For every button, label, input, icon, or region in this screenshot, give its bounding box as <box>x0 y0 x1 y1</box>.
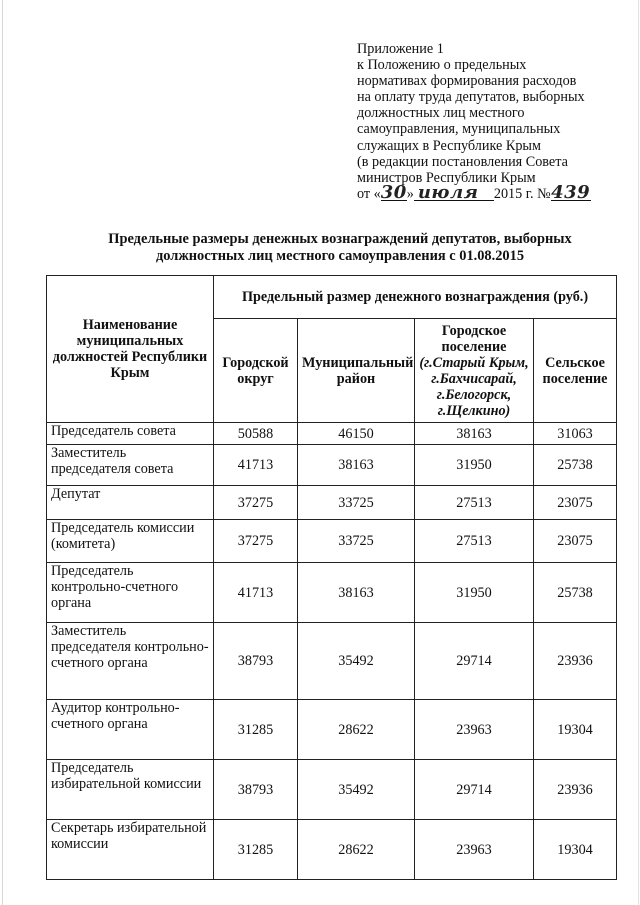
date-year: 2015 г. № <box>493 185 551 202</box>
remuneration-value-cell: 31063 <box>534 423 617 445</box>
appendix-line: нормативах формирования расходов <box>357 73 577 90</box>
remuneration-value-cell: 27513 <box>415 520 534 563</box>
title-line-2: должностных лиц местного самоуправления с 01.08.2015 <box>155 248 525 264</box>
handwritten-month: июля <box>414 186 494 201</box>
remuneration-value-cell: 37275 <box>214 486 298 520</box>
document-title <box>40 231 640 265</box>
remuneration-value-cell: 19304 <box>534 700 617 760</box>
table-row <box>47 760 617 820</box>
remuneration-value-cell: 23075 <box>534 520 617 563</box>
remuneration-value-cell: 50588 <box>214 423 298 445</box>
header-max-remuneration: Предельный размер денежного вознаграждения (руб.) <box>214 276 617 319</box>
remuneration-value-cell: 25738 <box>534 445 617 486</box>
table-row <box>47 445 617 486</box>
table-row <box>47 563 617 623</box>
position-name-cell: Председатель избирательной комиссии <box>47 760 214 820</box>
appendix-line: Приложение 1 <box>357 41 444 57</box>
date-separator: » <box>406 185 414 202</box>
header-position-name: Наименование муниципальных должностей Республики Крым <box>47 276 214 423</box>
header-municipal-district: Муниципальный район <box>298 319 415 423</box>
position-name-cell: Аудитор контрольно-счетного органа <box>47 700 214 760</box>
appendix-line: служащих в Республике Крым <box>357 137 541 154</box>
appendix-line: должностных лиц местного <box>357 105 525 122</box>
urban-settlement-examples: (г.Старый Крым, г.Бахчисарай, г.Белогорск, г.Щелкино) <box>419 354 529 419</box>
remuneration-value-cell: 31285 <box>214 700 298 760</box>
handwritten-number: 439 <box>551 181 591 203</box>
header-urban-settlement <box>415 319 534 423</box>
remuneration-value-cell: 29714 <box>415 760 534 820</box>
title-line-1: Предельные размеры денежных вознаграждений депутатов, выборных <box>108 231 572 247</box>
remuneration-value-cell: 27513 <box>415 486 534 520</box>
appendix-line: (в редакции постановления Совета <box>357 153 568 170</box>
handwritten-day: 30 <box>380 181 407 203</box>
page-edge-right <box>638 0 639 905</box>
position-name-cell: Председатель совета <box>47 423 214 445</box>
table-row <box>47 820 617 880</box>
remuneration-value-cell: 28622 <box>298 820 415 880</box>
table-row <box>47 700 617 760</box>
table-row <box>47 423 617 445</box>
urban-settlement-label: Городское поселение <box>441 322 507 355</box>
remuneration-value-cell: 23075 <box>534 486 617 520</box>
remuneration-value-cell: 23963 <box>415 820 534 880</box>
position-name-cell: Председатель контрольно-счетного органа <box>47 563 214 623</box>
remuneration-value-cell: 23963 <box>415 700 534 760</box>
table-row <box>47 486 617 520</box>
remuneration-value-cell: 31950 <box>415 445 534 486</box>
remuneration-value-cell: 46150 <box>298 423 415 445</box>
remuneration-value-cell: 35492 <box>298 760 415 820</box>
header-city-district: Городской округ <box>214 319 298 423</box>
remuneration-value-cell: 23936 <box>534 760 617 820</box>
remuneration-value-cell: 28622 <box>298 700 415 760</box>
appendix-line: на оплату труда депутатов, выборных <box>357 89 585 106</box>
appendix-line: самоуправления, муниципальных <box>357 121 561 138</box>
remuneration-value-cell: 31950 <box>415 563 534 623</box>
remuneration-value-cell: 41713 <box>214 445 298 486</box>
position-name-cell: Заместитель председателя контрольно-счетного органа <box>47 623 214 700</box>
remuneration-value-cell: 38163 <box>298 563 415 623</box>
position-name-cell: Секретарь избирательной комиссии <box>47 820 214 880</box>
header-rural-settlement: Сельское поселение <box>534 319 617 423</box>
remuneration-value-cell: 33725 <box>298 520 415 563</box>
remuneration-value-cell: 38163 <box>298 445 415 486</box>
position-name-cell: Председатель комиссии (комитета) <box>47 520 214 563</box>
remuneration-value-cell: 38793 <box>214 760 298 820</box>
remuneration-value-cell: 25738 <box>534 563 617 623</box>
remuneration-value-cell: 33725 <box>298 486 415 520</box>
remuneration-value-cell: 38793 <box>214 623 298 700</box>
remuneration-value-cell: 35492 <box>298 623 415 700</box>
appendix-block <box>357 41 627 202</box>
date-prefix: от « <box>357 185 381 202</box>
remuneration-value-cell: 31285 <box>214 820 298 880</box>
remuneration-value-cell: 23936 <box>534 623 617 700</box>
remuneration-table <box>46 275 617 880</box>
position-name-cell: Заместитель председателя совета <box>47 445 214 486</box>
remuneration-value-cell: 41713 <box>214 563 298 623</box>
remuneration-value-cell: 19304 <box>534 820 617 880</box>
table-row <box>47 623 617 700</box>
remuneration-value-cell: 37275 <box>214 520 298 563</box>
remuneration-value-cell: 29714 <box>415 623 534 700</box>
position-name-cell: Депутат <box>47 486 214 520</box>
table-row <box>47 520 617 563</box>
appendix-line: к Положению о предельных <box>357 57 527 74</box>
appendix-date-line <box>357 181 627 203</box>
remuneration-value-cell: 38163 <box>415 423 534 445</box>
page-edge-left <box>2 0 3 905</box>
appendix-line: министров Республики Крым <box>357 169 536 186</box>
